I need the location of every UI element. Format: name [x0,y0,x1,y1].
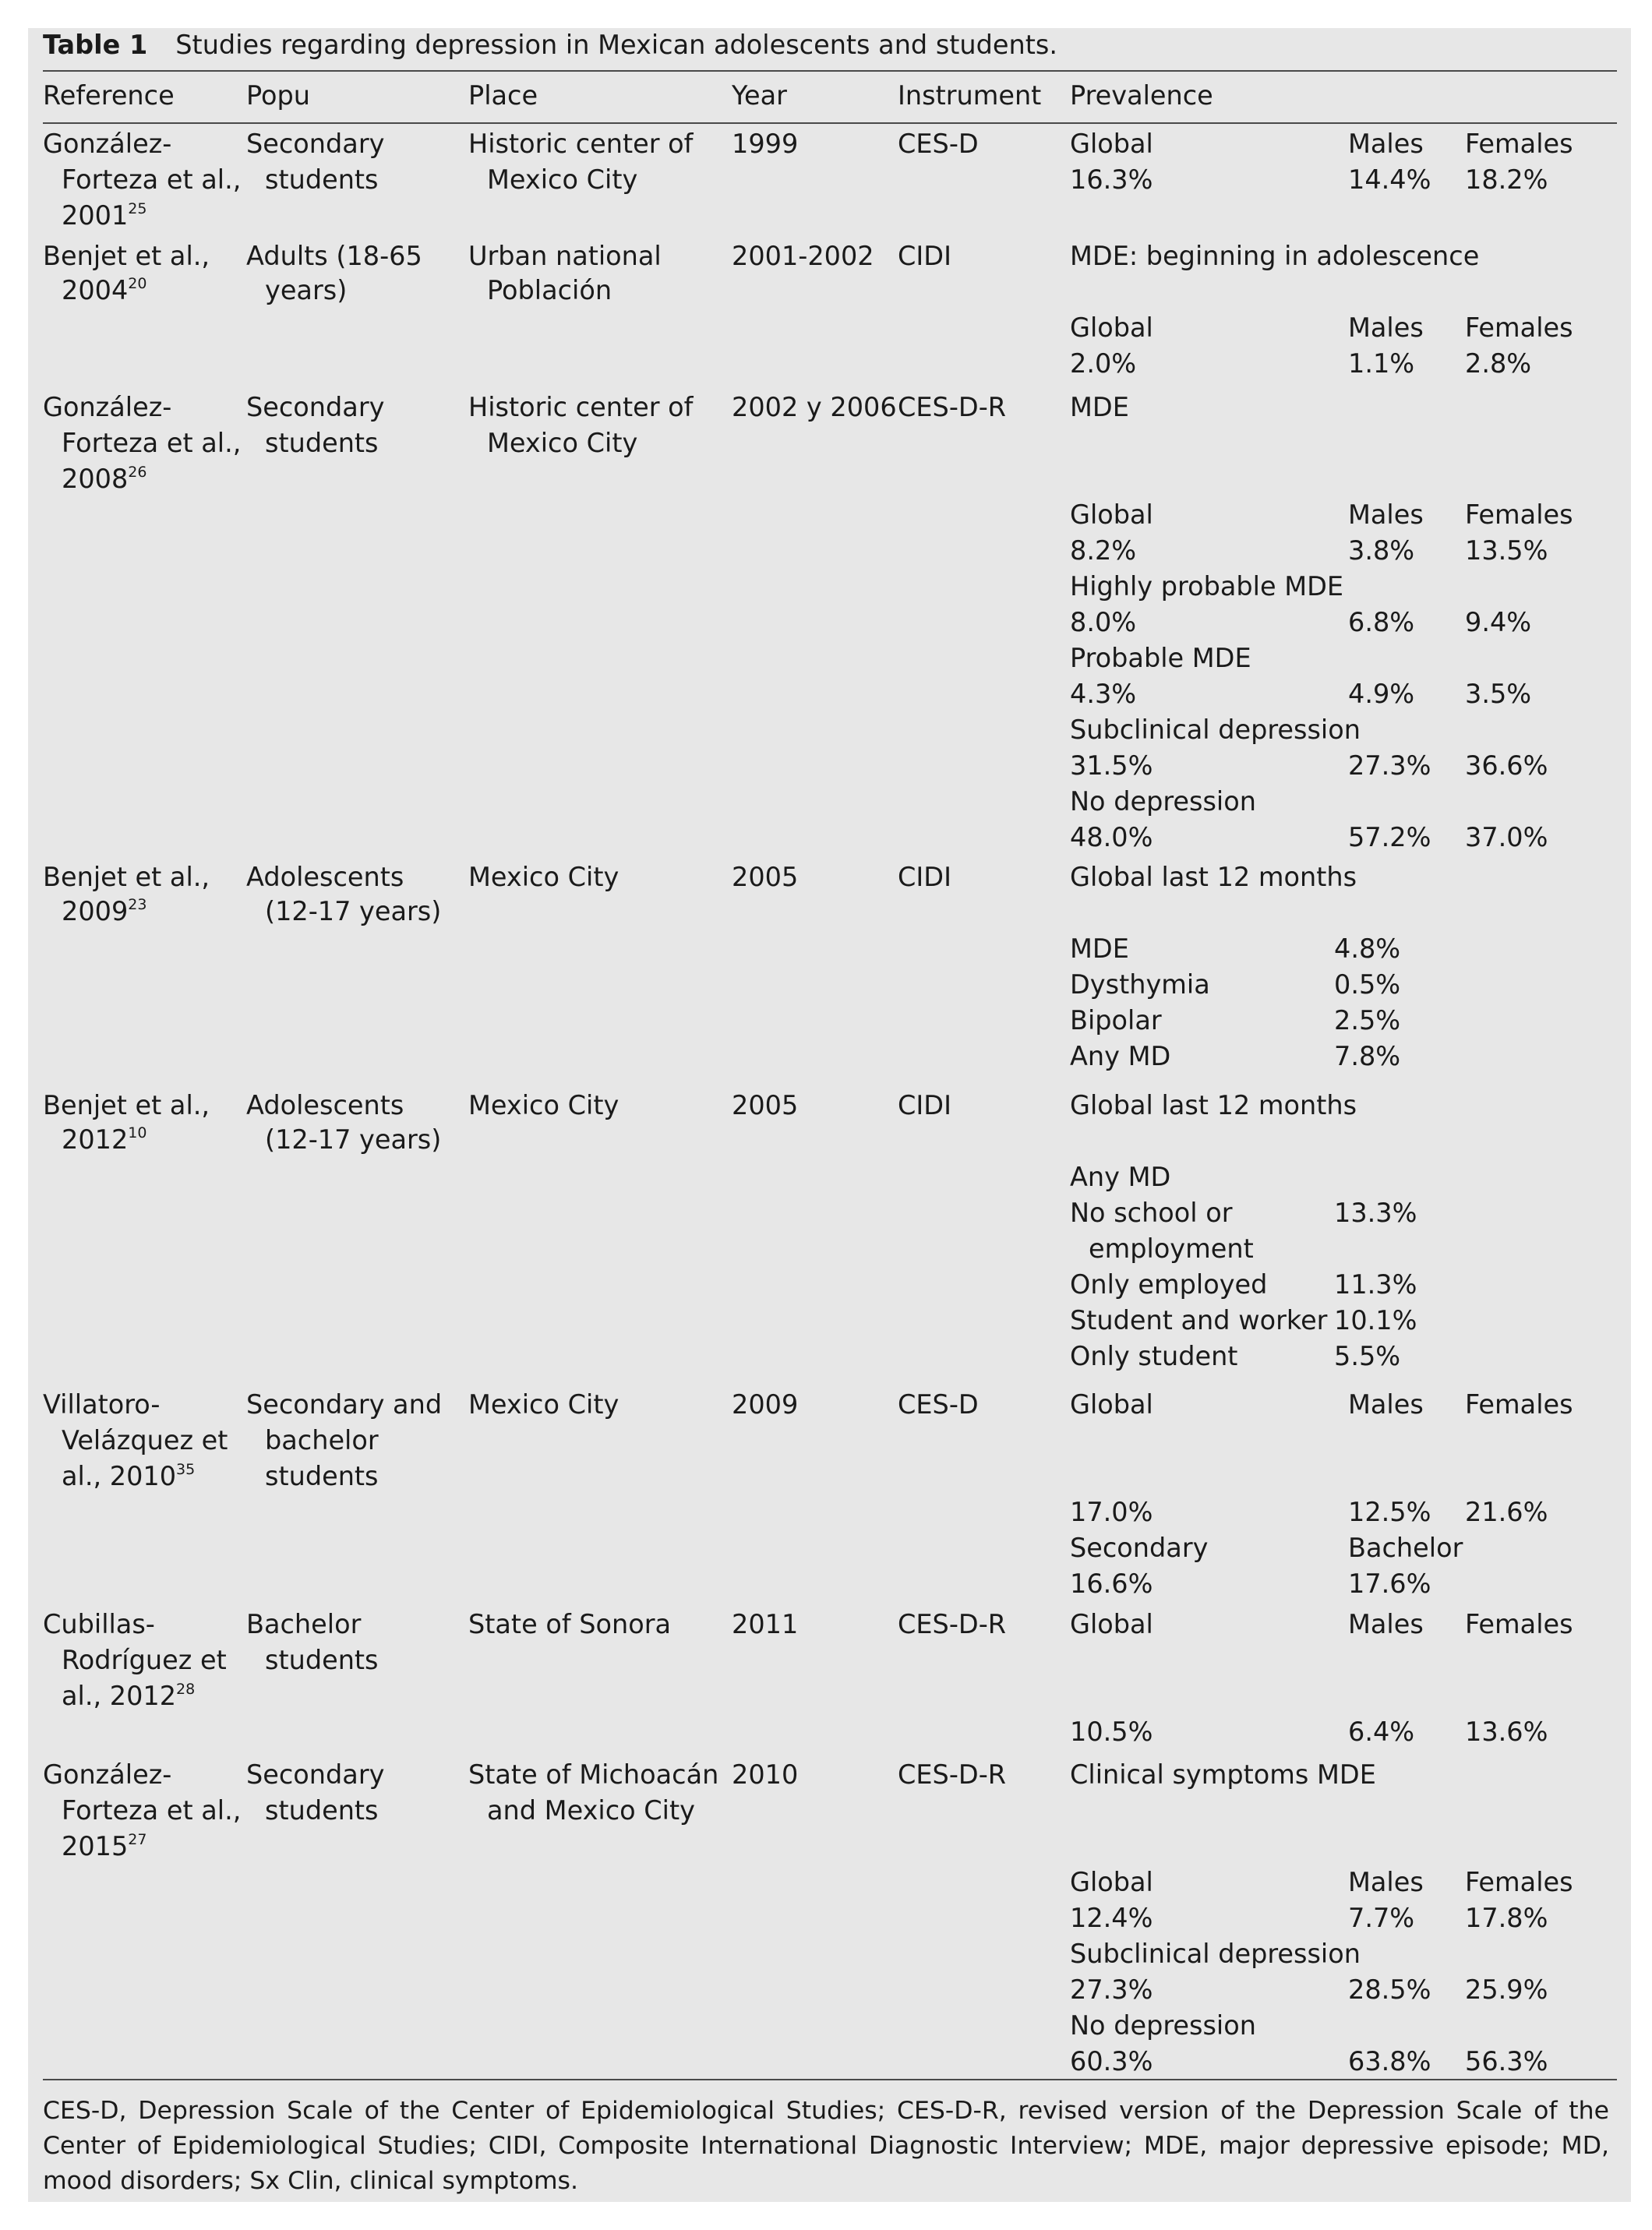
cell-prevalence: 2.8% [1465,348,1532,379]
cell-prevalence: Global [1070,129,1153,159]
cell-prevalence: 11.3% [1334,1269,1417,1300]
header-population: Popu [246,80,310,111]
cell-prevalence: 10.1% [1334,1305,1417,1336]
cell-place: Mexico City [468,862,620,892]
citation-superscript: 20 [128,274,147,292]
cell-place: and Mexico City [487,1795,695,1826]
cell-prevalence: 7.7% [1348,1903,1415,1933]
cell-prevalence: Males [1348,1609,1424,1639]
citation-superscript: 23 [128,895,147,913]
cell-instrument: CES-D-R [898,1759,1007,1790]
cell-reference-last-line [62,198,146,234]
cell-prevalence: 7.8% [1334,1041,1401,1071]
cell-instrument: CIDI [898,862,951,892]
cell-prevalence: 0.5% [1334,969,1401,1000]
cell-reference: 2001 [62,200,129,231]
cell-prevalence: 4.3% [1070,679,1137,709]
cell-reference: al., 2010 [62,1461,177,1491]
cell-prevalence: Subclinical depression [1070,715,1361,745]
cell-prevalence: Females [1465,1867,1573,1897]
header-year: Year [732,80,787,111]
cell-prevalence: Highly probable MDE [1070,571,1344,602]
cell-place: Población [487,275,612,305]
cell-reference: Cubillas- [43,1609,155,1639]
cell-instrument: CES-D-R [898,392,1007,422]
cell-prevalence: 4.9% [1348,679,1415,709]
cell-reference-last-line [62,1678,195,1714]
cell-place: State of Sonora [468,1609,672,1639]
cell-population: (12-17 years) [265,896,442,926]
cell-prevalence: Global [1070,1389,1153,1420]
cell-reference: González- [43,1759,172,1790]
cell-population: bachelor [265,1425,379,1455]
cell-prevalence: 17.0% [1070,1497,1153,1527]
cell-prevalence: 5.5% [1334,1341,1401,1371]
cell-year: 2005 [732,1090,799,1120]
cell-prevalence: 57.2% [1348,822,1431,852]
cell-population: students [265,164,379,195]
cell-prevalence: Subclinical depression [1070,1939,1361,1969]
table-footnote: CES-D, Depression Scale of the Center of Epidemiological Studies; CES-D-R, revised version of the Depression Scale of the Center of Epidemiological Studies; CIDI, Composite International Diagnostic Interview; MDE, major depressive episode; MD, mood disorders; Sx Clin, clinical symptoms. [43,2097,1609,2195]
table-label: Table 1 [43,30,148,60]
cell-prevalence: 16.6% [1070,1568,1153,1599]
cell-prevalence: 8.0% [1070,607,1137,637]
cell-prevalence: No depression [1070,2010,1256,2041]
cell-population: Adolescents [246,1090,404,1120]
cell-instrument: CES-D [898,1389,979,1420]
cell-reference: Forteza et al., [62,164,242,195]
cell-prevalence: employment [1089,1233,1254,1264]
cell-place: Urban national [468,241,662,271]
cell-prevalence: Males [1348,1867,1424,1897]
cell-prevalence: 1.1% [1348,348,1415,379]
cell-prevalence: MDE [1070,933,1129,964]
cell-reference: Forteza et al., [62,428,242,458]
cell-prevalence: No depression [1070,786,1256,817]
header-reference: Reference [43,80,175,111]
citation-superscript: 28 [176,1680,196,1698]
cell-prevalence: Females [1465,1609,1573,1639]
citation-superscript: 35 [176,1460,196,1478]
cell-prevalence: Clinical symptoms MDE [1070,1759,1376,1790]
cell-place: Mexico City [487,164,638,195]
cell-prevalence: 31.5% [1070,750,1153,781]
cell-population: Adults (18-65 [246,241,422,271]
cell-instrument: CES-D-R [898,1609,1007,1639]
cell-reference: 2008 [62,464,129,494]
cell-population: Secondary [246,392,385,422]
cell-prevalence: 13.3% [1334,1198,1417,1228]
cell-reference: Villatoro- [43,1389,161,1420]
cell-prevalence: Global [1070,312,1153,343]
cell-prevalence: 21.6% [1465,1497,1548,1527]
cell-prevalence: Probable MDE [1070,643,1251,673]
cell-reference-last-line [62,1459,195,1494]
cell-prevalence: 10.5% [1070,1717,1153,1747]
cell-prevalence: Secondary [1070,1533,1209,1563]
cell-prevalence: 36.6% [1465,750,1548,781]
cell-prevalence: MDE: beginning in adolescence [1070,241,1480,271]
cell-prevalence: 37.0% [1465,822,1548,852]
cell-population: Secondary [246,1759,385,1790]
cell-prevalence: Males [1348,499,1424,530]
cell-place: Mexico City [468,1389,620,1420]
cell-instrument: CIDI [898,241,951,271]
cell-reference: Rodríguez et [62,1645,227,1675]
cell-prevalence: Females [1465,1389,1573,1420]
cell-reference: 2012 [62,1124,129,1155]
cell-population: Bachelor [246,1609,362,1639]
cell-prevalence: 25.9% [1465,1974,1548,2005]
cell-prevalence: Global [1070,1609,1153,1639]
cell-prevalence: 2.5% [1334,1005,1401,1036]
cell-prevalence: Global last 12 months [1070,862,1357,892]
cell-prevalence: Only student [1070,1341,1238,1371]
cell-reference: Benjet et al., [43,862,210,892]
cell-prevalence: 17.6% [1348,1568,1431,1599]
table-caption [43,27,1057,63]
rule-top [43,70,1617,72]
cell-prevalence: MDE [1070,392,1129,422]
cell-place: Mexico City [487,428,638,458]
cell-prevalence: Student and worker [1070,1305,1328,1336]
cell-prevalence: Males [1348,129,1424,159]
cell-prevalence: 12.4% [1070,1903,1153,1933]
cell-prevalence: Any MD [1070,1162,1171,1192]
citation-superscript: 25 [128,199,147,217]
cell-prevalence: 60.3% [1070,2046,1153,2077]
cell-instrument: CES-D [898,129,979,159]
cell-population: Adolescents [246,862,404,892]
cell-prevalence: 16.3% [1070,164,1153,195]
table-caption-text: Studies regarding depression in Mexican adolescents and students. [175,30,1058,60]
cell-prevalence: 13.5% [1465,535,1548,566]
cell-prevalence: Dysthymia [1070,969,1210,1000]
cell-year: 2005 [732,862,799,892]
cell-prevalence: No school or [1070,1198,1233,1228]
cell-prevalence: Bachelor [1348,1533,1463,1563]
cell-prevalence: 27.3% [1070,1974,1153,2005]
cell-population: years) [265,275,348,305]
citation-superscript: 27 [128,1830,147,1848]
cell-prevalence: Males [1348,1389,1424,1420]
cell-place: State of Michoacán [468,1759,719,1790]
cell-reference: González- [43,392,172,422]
citation-superscript: 26 [128,463,147,481]
cell-reference-last-line [62,1829,146,1865]
cell-population: Secondary and [246,1389,443,1420]
cell-prevalence: 3.8% [1348,535,1415,566]
cell-population: Secondary [246,129,385,159]
header-place: Place [468,80,538,111]
cell-year: 2009 [732,1389,799,1420]
cell-prevalence: 6.8% [1348,607,1415,637]
cell-prevalence: 4.8% [1334,933,1401,964]
cell-population: students [265,1645,379,1675]
cell-prevalence: 17.8% [1465,1903,1548,1933]
cell-prevalence: 2.0% [1070,348,1137,379]
cell-reference-last-line [62,273,146,309]
cell-prevalence: Only employed [1070,1269,1268,1300]
cell-prevalence: Any MD [1070,1041,1171,1071]
cell-population: students [265,1461,379,1491]
header-instrument: Instrument [898,80,1042,111]
cell-reference: Forteza et al., [62,1795,242,1826]
cell-reference: Benjet et al., [43,1090,210,1120]
cell-reference: 2015 [62,1831,129,1861]
cell-population: (12-17 years) [265,1124,442,1155]
cell-reference-last-line [62,1122,146,1158]
cell-prevalence: Females [1465,129,1573,159]
cell-prevalence: 18.2% [1465,164,1548,195]
cell-year: 2002 y 2006 [732,392,897,422]
cell-prevalence: 3.5% [1465,679,1532,709]
cell-reference: Velázquez et [62,1425,228,1455]
cell-prevalence: 6.4% [1348,1717,1415,1747]
cell-population: students [265,1795,379,1826]
cell-reference: 2009 [62,896,129,926]
cell-prevalence: 27.3% [1348,750,1431,781]
cell-prevalence: Global [1070,499,1153,530]
cell-year: 2001-2002 [732,241,874,271]
rule-header [43,122,1617,124]
cell-prevalence: Females [1465,312,1573,343]
cell-reference: 2004 [62,275,129,305]
citation-superscript: 10 [128,1124,147,1141]
cell-prevalence: Global [1070,1867,1153,1897]
cell-prevalence: 48.0% [1070,822,1153,852]
cell-prevalence: 9.4% [1465,607,1532,637]
cell-reference: González- [43,129,172,159]
cell-prevalence: Males [1348,312,1424,343]
cell-place: Historic center of [468,129,694,159]
cell-prevalence: 14.4% [1348,164,1431,195]
cell-year: 2010 [732,1759,799,1790]
cell-prevalence: 13.6% [1465,1717,1548,1747]
cell-prevalence: 12.5% [1348,1497,1431,1527]
cell-place: Historic center of [468,392,694,422]
header-prevalence: Prevalence [1070,80,1213,111]
cell-reference: Benjet et al., [43,241,210,271]
cell-place: Mexico City [468,1090,620,1120]
cell-prevalence: 56.3% [1465,2046,1548,2077]
rule-bottom [43,2079,1617,2080]
cell-prevalence: Females [1465,499,1573,530]
cell-reference: al., 2012 [62,1681,177,1711]
cell-population: students [265,428,379,458]
cell-year: 1999 [732,129,799,159]
cell-prevalence: 28.5% [1348,1974,1431,2005]
cell-prevalence: 8.2% [1070,535,1137,566]
cell-prevalence: 63.8% [1348,2046,1431,2077]
cell-prevalence: Global last 12 months [1070,1090,1357,1120]
cell-instrument: CIDI [898,1090,951,1120]
cell-year: 2011 [732,1609,799,1639]
cell-reference-last-line [62,894,146,930]
cell-prevalence: Bipolar [1070,1005,1162,1036]
cell-reference-last-line [62,461,146,497]
